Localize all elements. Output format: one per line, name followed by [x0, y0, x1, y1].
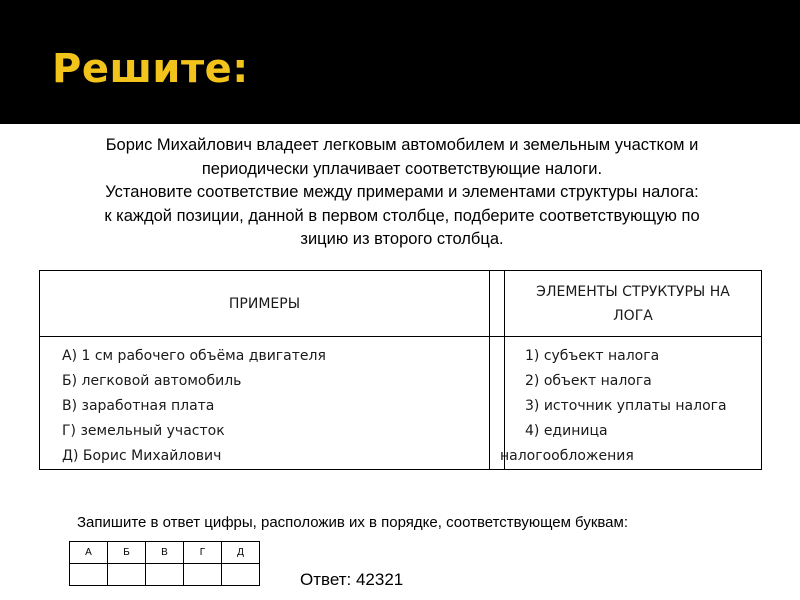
title-bar [0, 0, 800, 124]
answer-text: Ответ: 42321 [300, 570, 404, 589]
answer-grid-letters [70, 542, 260, 564]
table-spacer-cell [490, 271, 505, 337]
task-line: периодически уплачивает соответствующие налоги. [201, 159, 603, 178]
header-examples: ПРИМЕРЫ [40, 271, 490, 337]
example-item: В) заработная плата [62, 398, 215, 414]
grid-answer-cell[interactable] [146, 564, 184, 586]
header-elements-line: ЭЛЕМЕНТЫ СТРУКТУРЫ НА [536, 283, 730, 300]
element-item: налогообложения [500, 448, 634, 464]
matching-table [39, 270, 762, 470]
task-text [30, 134, 774, 252]
example-item: Г) земельный участок [62, 423, 225, 439]
table-header-row [40, 271, 762, 337]
header-elements-line: ЛОГА [613, 307, 653, 324]
example-item: А) 1 см рабочего объёма двигателя [62, 348, 326, 364]
grid-letter: Г [184, 542, 222, 564]
example-item: Д) Борис Михайлович [62, 448, 222, 464]
task-line: Борис Михайлович владеет легковым автомобилем и земельным участком и [105, 136, 699, 154]
example-item: Б) легковой автомобиль [62, 373, 242, 389]
elements-cell [500, 337, 762, 470]
examples-cell [40, 337, 490, 470]
header-elements [505, 271, 762, 337]
grid-answer-cell[interactable] [70, 564, 108, 586]
grid-letter: В [146, 542, 184, 564]
element-item: 2) объект налога [525, 373, 652, 389]
elements-list [500, 337, 761, 469]
table-body-row [40, 337, 762, 470]
slide-title: Решите: [52, 46, 249, 92]
examples-list [40, 337, 489, 469]
answer-grid-inputs [70, 564, 260, 586]
grid-letter: Б [108, 542, 146, 564]
grid-letter: А [70, 542, 108, 564]
grid-answer-cell[interactable] [184, 564, 222, 586]
grid-letter: Д [222, 542, 260, 564]
answer-instruction: Запишите в ответ цифры, расположив их в порядке, соответствующем буквам: [77, 514, 629, 531]
grid-answer-cell[interactable] [108, 564, 146, 586]
grid-answer-cell[interactable] [222, 564, 260, 586]
element-item: 3) источник уплаты налога [525, 398, 727, 414]
task-line: зицию из второго столбца. [300, 230, 504, 248]
element-item: 1) субъект налога [525, 348, 660, 364]
answer-grid [69, 541, 260, 586]
task-line: Установите соответствие между примерами и элементами структуры налога: [105, 183, 699, 201]
element-item: 4) единица [525, 423, 608, 439]
task-line: к каждой позиции, данной в первом столбце, подберите соответствующую по [104, 206, 700, 225]
